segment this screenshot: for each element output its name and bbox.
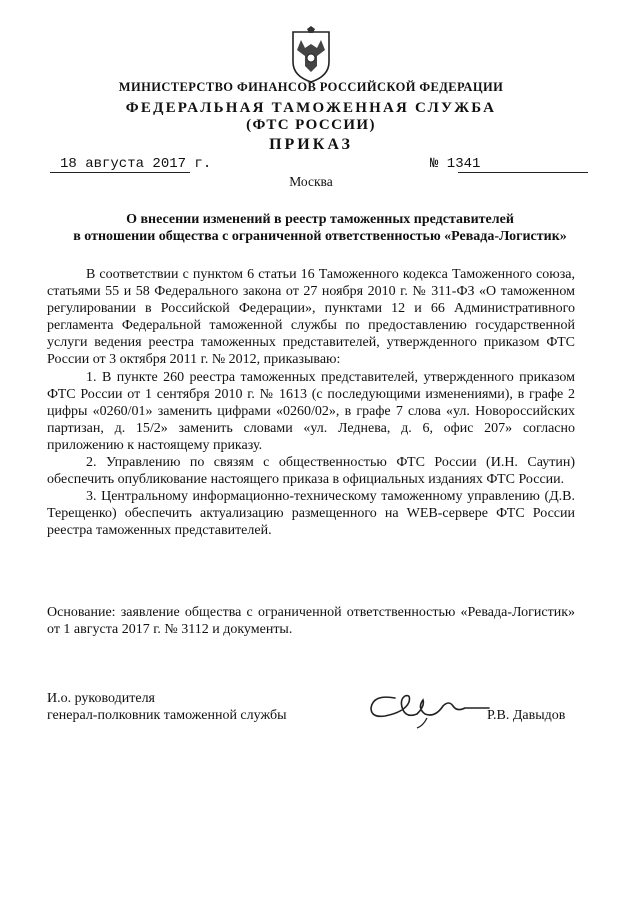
- intro-paragraph: В соответствии с пунктом 6 статьи 16 Таможенного кодекса Таможенного союза, статьями 55 и 58 Федерального закона от 27 ноября 2010 г. № 311-ФЗ «О таможенном регулировании в Российской Федерации», пунктами 12 и 66 Административного регламента Федеральной таможенной службы по предоставлению государственной услуги ведения реестра таможенных представителей, утвержденного приказом ФТС России от 3 октября 2011 г. № 2012, приказываю:: [47, 267, 575, 368]
- service-short-name: (ФТС РОССИИ): [246, 117, 376, 133]
- signatory-name: Р.В. Давыдов: [487, 708, 566, 723]
- order-number: № 1341: [430, 156, 481, 172]
- coat-of-arms-emblem: [287, 26, 335, 84]
- position-line2: генерал-полковник таможенной службы: [47, 708, 287, 724]
- service-name: ФЕДЕРАЛЬНАЯ ТАМОЖЕННАЯ СЛУЖБА: [125, 100, 497, 116]
- order-title-line1: О внесении изменений в реестр таможенных представителей: [126, 212, 514, 227]
- date-underline: [50, 172, 190, 173]
- order-date: 18 августа 2017 г.: [60, 156, 212, 172]
- number-underline: [458, 172, 588, 173]
- item-2: 2. Управлению по связям с общественностью ФТС России (И.Н. Саутин) обеспечить опубликование настоящего приказа в официальных изданиях ФТС России.: [47, 455, 575, 488]
- ministry-name: МИНИСТЕРСТВО ФИНАНСОВ РОССИЙСКОЙ ФЕДЕРАЦИИ: [118, 80, 504, 94]
- handwritten-signature: [365, 684, 493, 730]
- position-line1: И.о. руководителя: [47, 691, 156, 706]
- document-type: ПРИКАЗ: [269, 136, 353, 153]
- city: Москва: [289, 174, 333, 189]
- signatory-position: [47, 690, 286, 724]
- item-3: 3. Центральному информационно-техническому таможенному управлению (Д.В. Терещенко) обеспечить актуализацию размещенного на WEB-сервере ФТС России реестра таможенных представителей.: [47, 489, 575, 539]
- basis-paragraph: Основание: заявление общества с ограниченной ответственностью «Ревада-Логистик» от 1 августа 2017 г. № 3112 и документы.: [47, 605, 575, 638]
- order-title-line2: в отношении общества с ограниченной ответственностью «Ревада-Логистик»: [73, 229, 567, 244]
- order-body: [47, 266, 575, 540]
- item-1: 1. В пункте 260 реестра таможенных представителей, утвержденного приказом ФТС России от 1 сентября 2010 г. № 1613 (с последующими изменениями), в графе 2 цифры «0260/01» заменить цифрами «0260/02», в графе 7 слова «ул. Новороссийских партизан, д. 15/2» заменить словами «ул. Леднева, д. 6, офис 207» согласно приложению к настоящему приказу.: [47, 369, 575, 453]
